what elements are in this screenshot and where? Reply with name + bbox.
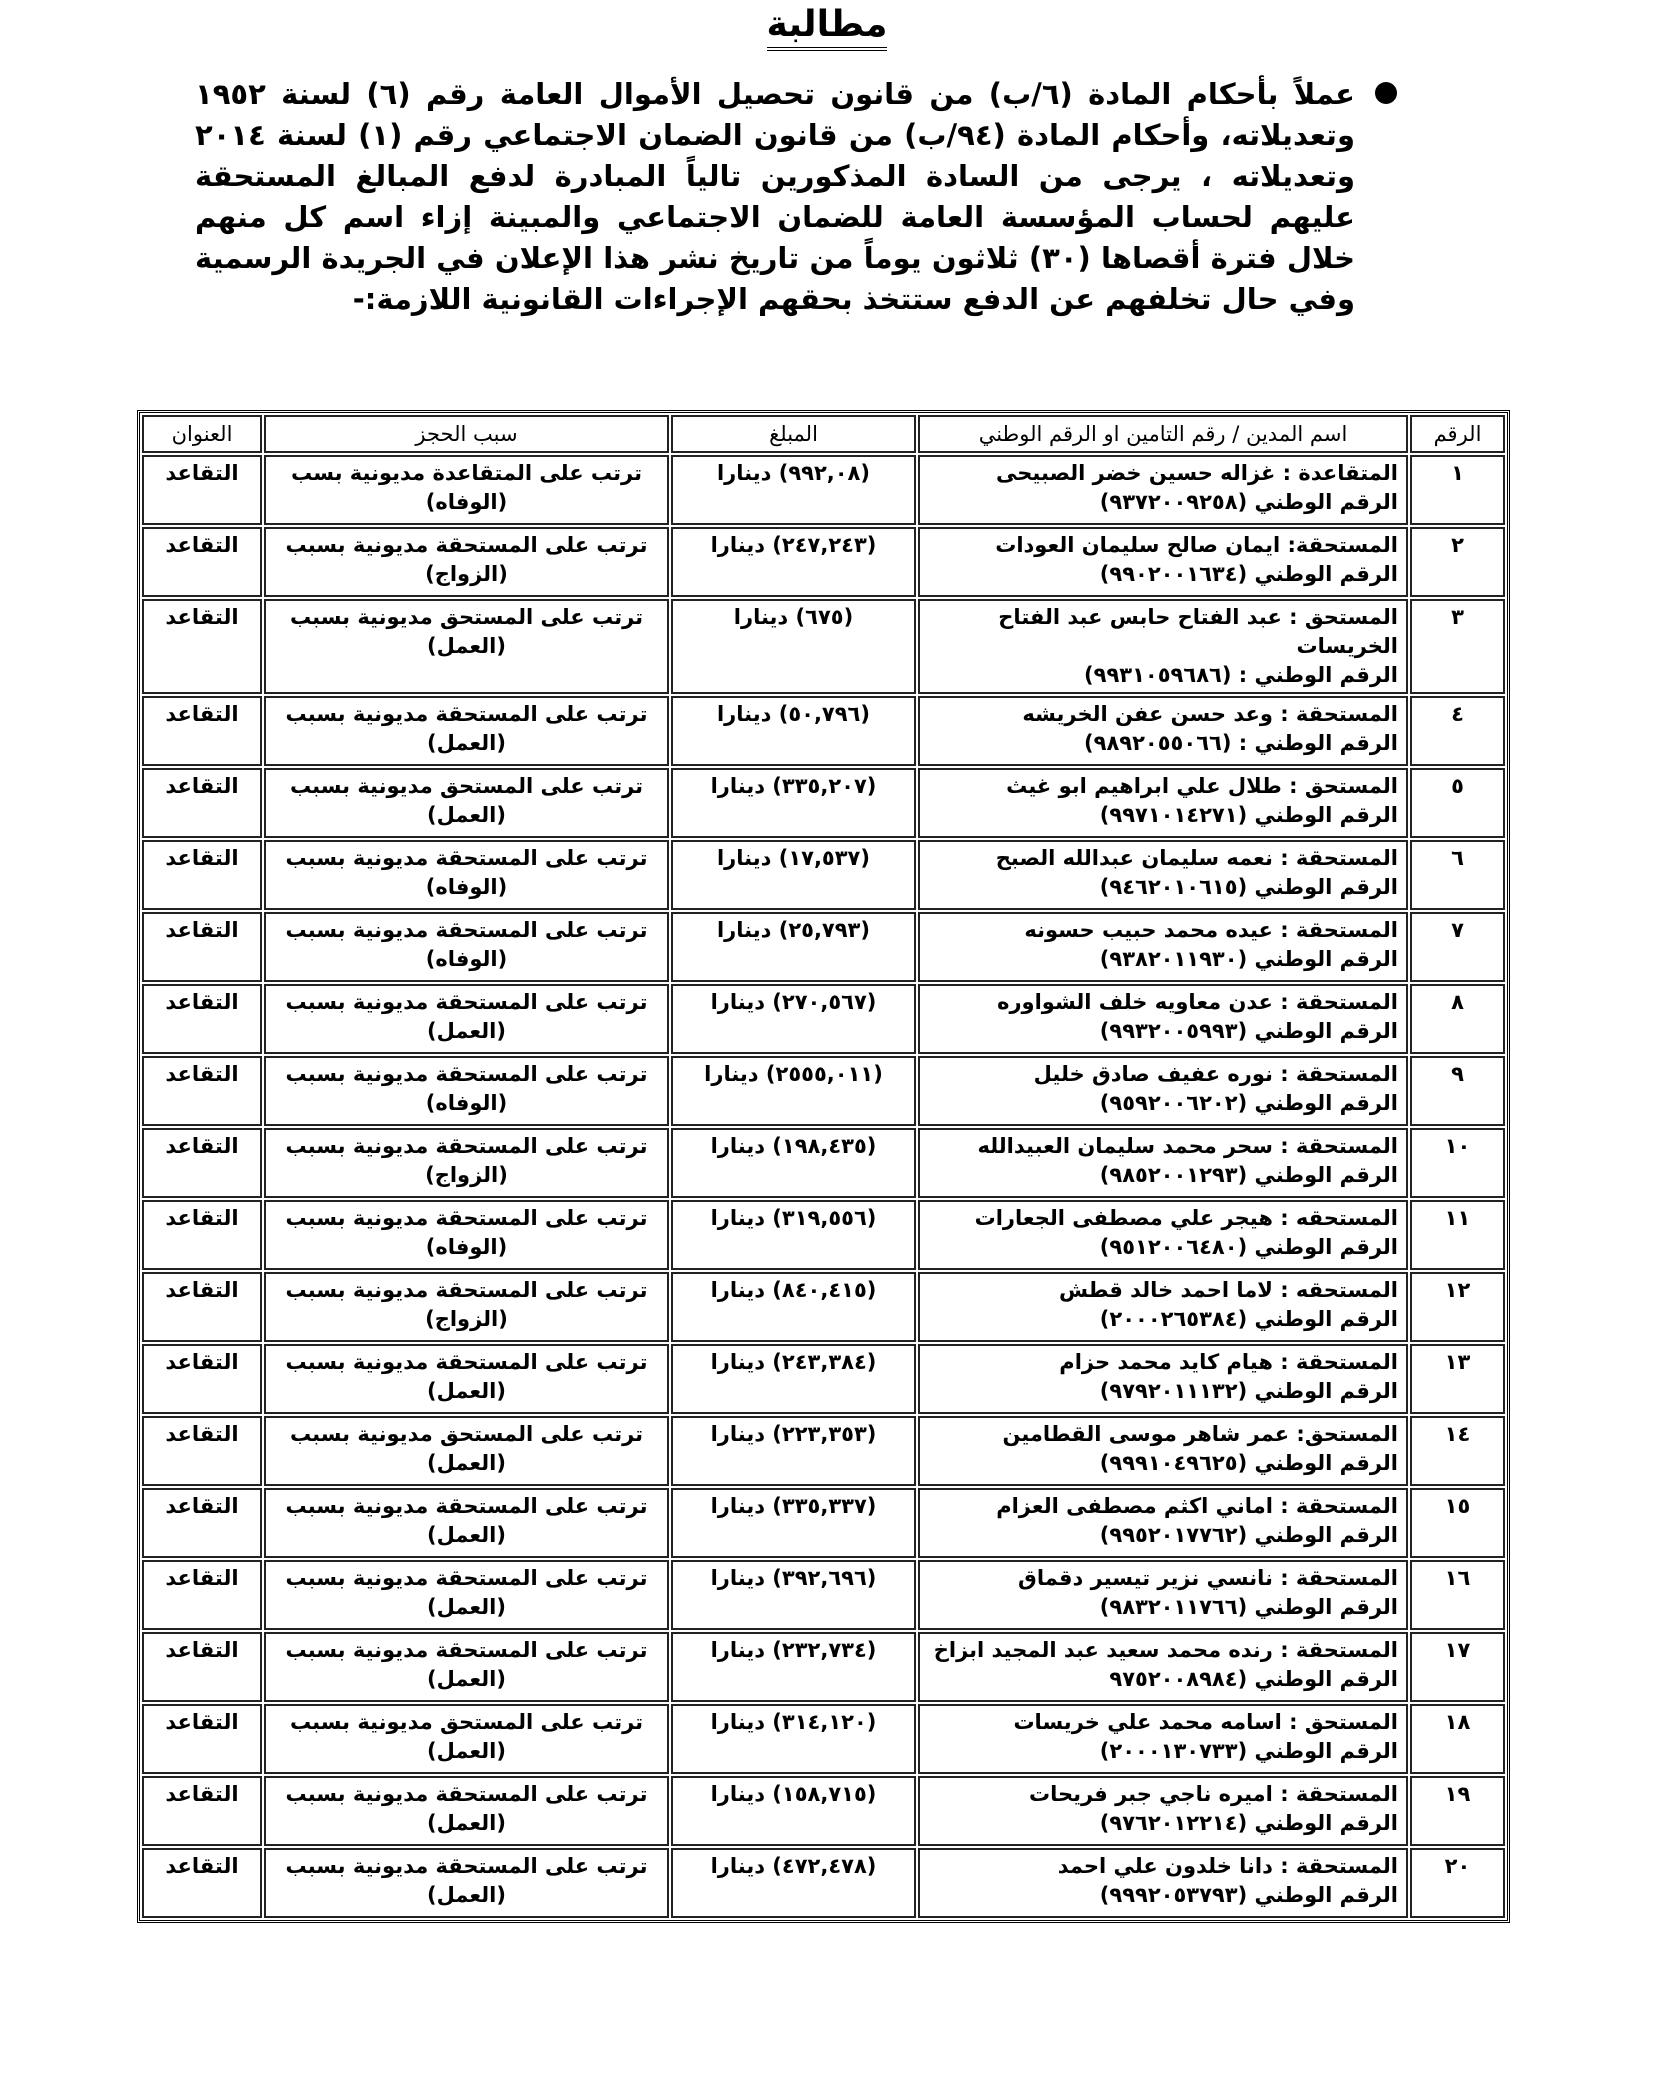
debtor-cell <box>918 1056 1408 1126</box>
debtor-cell <box>918 840 1408 910</box>
reason-text: ترتب على المستحقة مديونية بسبب <box>285 1278 648 1302</box>
reason-text: ترتب على المستحقة مديونية بسبب <box>285 846 648 870</box>
debtor-cell <box>918 696 1408 766</box>
reason-cell <box>264 840 669 910</box>
reason-cell <box>264 1056 669 1126</box>
table-row <box>142 1848 1505 1918</box>
debtor-name: المستحقة : عيده محمد حبيب حسونه <box>1024 918 1398 942</box>
header-address: العنوان <box>142 415 262 453</box>
table-row <box>142 768 1505 838</box>
debtor-cell <box>918 455 1408 525</box>
reason-text: ترتب على المستحق مديونية بسبب <box>289 774 644 798</box>
national-id: الرقم الوطني (٩٤٦٢٠١٠٦١٥) <box>1099 875 1398 899</box>
debtor-cell <box>918 1560 1408 1630</box>
reason-text: ترتب على المتقاعدة مديونية بسب (الوفاه) <box>291 461 642 514</box>
national-id: الرقم الوطني (٩٩٩٢٠٥٣٧٩٣) <box>1099 1883 1398 1907</box>
national-id: الرقم الوطني (٩٩٩١٠٤٩٦٢٥) <box>1099 1451 1398 1475</box>
table-row <box>142 1704 1505 1774</box>
reason-detail: (العمل) <box>427 1379 506 1403</box>
national-id: الرقم الوطني (٩٥١٢٠٠٦٤٨٠) <box>1099 1235 1398 1259</box>
amount: (٨٤٠,٤١٥) دينارا <box>671 1272 916 1342</box>
reason-text: ترتب على المستحقة مديونية بسبب <box>285 1854 648 1878</box>
debtor-name: المستحقة : نانسي نزير تيسير دقماق <box>1018 1566 1398 1590</box>
reason-cell <box>264 1272 669 1342</box>
debtor-name: المستحقة : نوره عفيف صادق خليل <box>1033 1062 1398 1086</box>
reason-cell <box>264 1128 669 1198</box>
row-number: ٢ <box>1410 527 1505 597</box>
reason-cell <box>264 1416 669 1486</box>
row-number: ٧ <box>1410 912 1505 982</box>
row-number: ١١ <box>1410 1200 1505 1270</box>
row-number: ٩ <box>1410 1056 1505 1126</box>
reason-cell <box>264 1344 669 1414</box>
address: التقاعد <box>142 1200 262 1270</box>
debtor-name: المستحقة : رنده محمد سعيد عبد المجيد ابزاخ <box>933 1638 1398 1662</box>
address: التقاعد <box>142 1632 262 1702</box>
debtor-name: المستحقة : عدن معاويه خلف الشواوره <box>997 990 1398 1014</box>
reason-detail: (الزواج) <box>425 1163 508 1187</box>
reason-cell <box>264 912 669 982</box>
amount: (٣٣٥,٢٠٧) دينارا <box>671 768 916 838</box>
address: التقاعد <box>142 768 262 838</box>
header-name: اسم المدين / رقم التامين او الرقم الوطني <box>918 415 1408 453</box>
row-number: ١٤ <box>1410 1416 1505 1486</box>
reason-cell <box>264 1632 669 1702</box>
reason-cell <box>264 527 669 597</box>
debtor-name: المستحق : اسامه محمد علي خريسات <box>1013 1710 1398 1734</box>
address: التقاعد <box>142 1128 262 1198</box>
reason-text: ترتب على المستحقة مديونية بسبب <box>285 1566 648 1590</box>
address: التقاعد <box>142 1416 262 1486</box>
debtor-cell <box>918 1272 1408 1342</box>
table-row <box>142 1632 1505 1702</box>
table-row <box>142 527 1505 597</box>
reason-cell <box>264 768 669 838</box>
reason-detail: (العمل) <box>427 1451 506 1475</box>
reason-text: ترتب على المستحقة مديونية بسبب <box>285 918 648 942</box>
address: التقاعد <box>142 840 262 910</box>
national-id: الرقم الوطني (٢٠٠٠٢٦٥٣٨٤) <box>1099 1307 1398 1331</box>
reason-cell <box>264 1560 669 1630</box>
table-row <box>142 1128 1505 1198</box>
debtor-cell <box>918 1200 1408 1270</box>
reason-text: ترتب على المستحقة مديونية بسبب <box>285 1062 648 1086</box>
debtor-cell <box>918 1632 1408 1702</box>
debtor-name: المستحقه : لاما احمد خالد قطش <box>1058 1278 1398 1302</box>
reason-detail: (الزواج) <box>425 1307 508 1331</box>
reason-text: ترتب على المستحقة مديونية بسبب <box>285 1638 648 1662</box>
table-row <box>142 840 1505 910</box>
reason-cell <box>264 1848 669 1918</box>
address: التقاعد <box>142 1776 262 1846</box>
amount: (١٥٨,٧١٥) دينارا <box>671 1776 916 1846</box>
address: التقاعد <box>142 1272 262 1342</box>
document-title: مطالبة <box>0 4 1654 45</box>
national-id: الرقم الوطني (٩٣٨٢٠١١٩٣٠) <box>1099 947 1398 971</box>
debtor-cell <box>918 984 1408 1054</box>
row-number: ١٠ <box>1410 1128 1505 1198</box>
reason-detail: (العمل) <box>427 1667 506 1691</box>
reason-text: ترتب على المستحق مديونية بسبب <box>289 605 644 629</box>
reason-text: ترتب على المستحق مديونية بسبب <box>289 1422 644 1446</box>
amount: (٢٢٣,٣٥٣) دينارا <box>671 1416 916 1486</box>
debtor-name: المستحقه : هيجر علي مصطفى الجعارات <box>974 1206 1398 1230</box>
amount: (٣١٤,١٢٠) دينارا <box>671 1704 916 1774</box>
reason-cell <box>264 1776 669 1846</box>
row-number: ١ <box>1410 455 1505 525</box>
national-id: الرقم الوطني (٩٧٩٢٠١١١٣٢) <box>1099 1379 1398 1403</box>
table-row <box>142 1344 1505 1414</box>
reason-cell <box>264 1488 669 1558</box>
claim-paragraph: عملاً بأحكام المادة (٦/ب) من قانون تحصيل الأموال العامة رقم (٦) لسنة ١٩٥٢ وتعديلاته، وأحكام المادة (٩٤/ب) من قانون الضمان الاجتماعي رقم (١) لسنة ٢٠١٤ وتعديلاته ، يرجى من السادة المذكورين تالياً المبادرة لدفع المبالغ المستحقة عليهم لحساب المؤسسة العامة للضمان الاجتماعي والمبينة إزاء اسم كل منهم خلال فترة أقصاها (٣٠) ثلاثون يوماً من تاريخ نشر هذا الإعلان في الجريدة الرسمية وفي حال تخلفهم عن الدفع ستتخذ بحقهم الإجراءات القانونية اللازمة:- <box>195 77 1355 316</box>
amount: (٩٩٢,٠٨) دينارا <box>671 455 916 525</box>
reason-text: ترتب على المستحقة مديونية بسبب <box>285 702 648 726</box>
row-number: ١٥ <box>1410 1488 1505 1558</box>
debtor-cell <box>918 768 1408 838</box>
address: التقاعد <box>142 1704 262 1774</box>
address: التقاعد <box>142 455 262 525</box>
debtor-cell <box>918 1128 1408 1198</box>
amount: (٤٧٢,٤٧٨) دينارا <box>671 1848 916 1918</box>
amount: (٢٤٧,٢٤٣) دينارا <box>671 527 916 597</box>
amount: (٢٤٣,٣٨٤) دينارا <box>671 1344 916 1414</box>
address: التقاعد <box>142 912 262 982</box>
debtor-name: المستحقة : نعمه سليمان عبدالله الصبح <box>995 846 1398 870</box>
row-number: ١٧ <box>1410 1632 1505 1702</box>
debtor-cell <box>918 912 1408 982</box>
reason-text: ترتب على المستحقة مديونية بسبب <box>285 1134 648 1158</box>
reason-text: ترتب على المستحقة مديونية بسبب <box>285 1350 648 1374</box>
national-id: الرقم الوطني (٩٥٩٢٠٠٦٢٠٢) <box>1099 1091 1398 1115</box>
debtor-cell <box>918 527 1408 597</box>
table-row <box>142 1488 1505 1558</box>
address: التقاعد <box>142 527 262 597</box>
header-number: الرقم <box>1410 415 1505 453</box>
national-id: الرقم الوطني (٩٩٠٢٠٠١٦٣٤) <box>1099 562 1398 586</box>
table-body <box>142 455 1505 1918</box>
debtor-name: المستحقة : هيام كايد محمد حزام <box>1059 1350 1398 1374</box>
address: التقاعد <box>142 1344 262 1414</box>
table-row <box>142 912 1505 982</box>
national-id: الرقم الوطني (٩٩٧١٠١٤٢٧١) <box>1099 803 1398 827</box>
reason-detail: (العمل) <box>427 1523 506 1547</box>
reason-detail: (العمل) <box>427 803 506 827</box>
debtor-cell <box>918 1416 1408 1486</box>
table-row <box>142 455 1505 525</box>
header-reason: سبب الحجز <box>264 415 669 453</box>
national-id: الرقم الوطني (٢٠٠٠١٣٠٧٣٣) <box>1099 1739 1398 1763</box>
table-row <box>142 1560 1505 1630</box>
debtor-name: المستحقة : سحر محمد سليمان العبيدالله <box>977 1134 1398 1158</box>
reason-detail: (الوفاه) <box>425 875 508 899</box>
row-number: ٨ <box>1410 984 1505 1054</box>
debtor-cell <box>918 1488 1408 1558</box>
debtor-cell <box>918 1344 1408 1414</box>
amount: (١٩٨,٤٣٥) دينارا <box>671 1128 916 1198</box>
row-number: ٣ <box>1410 599 1505 694</box>
national-id: الرقم الوطني (٩٧٥٢٠٠٨٩٨٤ <box>1109 1667 1398 1691</box>
bullet-icon <box>1375 82 1397 104</box>
row-number: ٢٠ <box>1410 1848 1505 1918</box>
reason-detail: (الوفاه) <box>425 1235 508 1259</box>
row-number: ١٨ <box>1410 1704 1505 1774</box>
reason-cell <box>264 455 669 525</box>
reason-cell <box>264 984 669 1054</box>
debtor-name: المستحقة: ايمان صالح سليمان العودات <box>995 533 1398 557</box>
debtor-name: المستحق: عمر شاهر موسى القطامين <box>1002 1422 1398 1446</box>
address: التقاعد <box>142 1560 262 1630</box>
table-row <box>142 1272 1505 1342</box>
row-number: ٥ <box>1410 768 1505 838</box>
row-number: ١٢ <box>1410 1272 1505 1342</box>
address: التقاعد <box>142 696 262 766</box>
debtor-name: المستحق : طلال علي ابراهيم ابو غيث <box>1006 774 1398 798</box>
reason-detail: (العمل) <box>427 1739 506 1763</box>
table-row <box>142 696 1505 766</box>
reason-text: ترتب على المستحقة مديونية بسبب <box>285 1206 648 1230</box>
reason-detail: (العمل) <box>427 731 506 755</box>
reason-text: ترتب على المستحقة مديونية بسبب <box>285 1494 648 1518</box>
debtor-name: المستحقة : دانا خلدون علي احمد <box>1057 1854 1398 1878</box>
amount: (١٧,٥٣٧) دينارا <box>671 840 916 910</box>
amount: (٣٣٥,٣٣٧) دينارا <box>671 1488 916 1558</box>
amount: (٥٠,٧٩٦) دينارا <box>671 696 916 766</box>
reason-detail: (الزواج) <box>425 562 508 586</box>
debtor-cell <box>918 1704 1408 1774</box>
reason-cell <box>264 599 669 694</box>
row-number: ١٦ <box>1410 1560 1505 1630</box>
header-amount: المبلغ <box>671 415 916 453</box>
table-row <box>142 1056 1505 1126</box>
debtor-cell <box>918 1848 1408 1918</box>
reason-detail: (العمل) <box>427 1811 506 1835</box>
national-id: الرقم الوطني (٩٧٦٢٠١٢٢١٤) <box>1099 1811 1398 1835</box>
debtor-name: المستحقة : وعد حسن عفن الخريشه <box>1022 702 1398 726</box>
reason-cell <box>264 1704 669 1774</box>
reason-cell <box>264 696 669 766</box>
debtor-cell <box>918 1776 1408 1846</box>
amount: (٣٩٢,٦٩٦) دينارا <box>671 1560 916 1630</box>
address: التقاعد <box>142 1056 262 1126</box>
reason-detail: (العمل) <box>427 1019 506 1043</box>
debtor-name: المستحق : عبد الفتاح حابس عبد الفتاح الخريسات <box>998 605 1398 658</box>
debtor-cell <box>918 599 1408 694</box>
amount: (٢٧٠,٥٦٧) دينارا <box>671 984 916 1054</box>
reason-cell <box>264 1200 669 1270</box>
row-number: ١٣ <box>1410 1344 1505 1414</box>
claims-table <box>137 410 1510 1923</box>
table-row <box>142 1200 1505 1270</box>
national-id: الرقم الوطني (٩٣٧٢٠٠٩٢٥٨) <box>1099 490 1398 514</box>
table-row <box>142 984 1505 1054</box>
reason-text: ترتب على المستحقة مديونية بسبب <box>285 533 648 557</box>
national-id: الرقم الوطني (٩٩٣٢٠٠٥٩٩٣) <box>1099 1019 1398 1043</box>
row-number: ٦ <box>1410 840 1505 910</box>
debtor-name: المستحقة : اميره ناجي جبر فريحات <box>1028 1782 1398 1806</box>
address: التقاعد <box>142 984 262 1054</box>
national-id: الرقم الوطني (٩٨٥٢٠٠١٢٩٣) <box>1099 1163 1398 1187</box>
reason-detail: (العمل) <box>427 634 506 658</box>
address: التقاعد <box>142 1848 262 1918</box>
debtor-name: المتقاعدة : غزاله حسين خضر الصبيحى <box>996 461 1398 485</box>
reason-detail: (الوفاه) <box>425 947 508 971</box>
row-number: ٤ <box>1410 696 1505 766</box>
table-header-row <box>142 415 1505 453</box>
reason-text: ترتب على المستحقة مديونية بسبب <box>285 1782 648 1806</box>
reason-detail: (العمل) <box>427 1883 506 1907</box>
reason-text: ترتب على المستحق مديونية بسبب <box>289 1710 644 1734</box>
amount: (٢٥٥٥,٠١١) دينارا <box>671 1056 916 1126</box>
national-id: الرقم الوطني (٩٨٣٢٠١١٧٦٦) <box>1099 1595 1398 1619</box>
reason-detail: (الوفاه) <box>425 1091 508 1115</box>
reason-text: ترتب على المستحقة مديونية بسبب <box>285 990 648 1014</box>
national-id: الرقم الوطني : (٩٩٣١٠٥٩٦٨٦) <box>1084 663 1398 687</box>
table-row <box>142 1776 1505 1846</box>
amount: (٢٣٢,٧٣٤) دينارا <box>671 1632 916 1702</box>
row-number: ١٩ <box>1410 1776 1505 1846</box>
table-row <box>142 1416 1505 1486</box>
amount: (٦٧٥) دينارا <box>671 599 916 694</box>
national-id: الرقم الوطني (٩٩٥٢٠١٧٧٦٢) <box>1099 1523 1398 1547</box>
debtor-name: المستحقة : اماني اكثم مصطفى العزام <box>996 1494 1398 1518</box>
address: التقاعد <box>142 1488 262 1558</box>
amount: (٢٥,٧٩٣) دينارا <box>671 912 916 982</box>
address: التقاعد <box>142 599 262 694</box>
table-row <box>142 599 1505 694</box>
national-id: الرقم الوطني : (٩٨٩٢٠٥٥٠٦٦) <box>1084 731 1398 755</box>
reason-detail: (العمل) <box>427 1595 506 1619</box>
amount: (٣١٩,٥٥٦) دينارا <box>671 1200 916 1270</box>
